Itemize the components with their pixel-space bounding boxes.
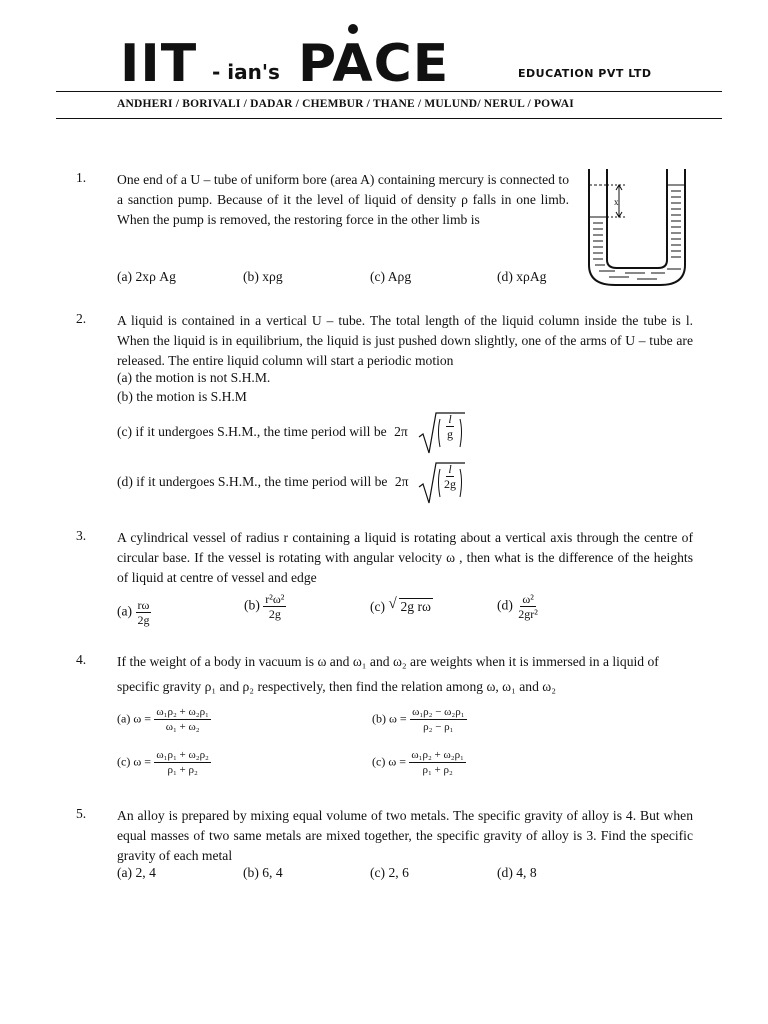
fraction-numerator: ω₁ρ₁ + ω₂ρ₂ — [156, 749, 209, 761]
option-b-fraction — [263, 592, 286, 621]
option-label: (a) ω = — [117, 711, 151, 726]
option-a: (a) the motion is not S.H.M. — [117, 370, 271, 385]
header-rule-bottom — [56, 118, 722, 119]
option-c: (c) Aρg — [370, 269, 412, 284]
option-c — [370, 598, 433, 615]
fraction-denominator: 2g — [137, 613, 150, 627]
option-label: (c) — [370, 599, 386, 614]
option-d: (d) 4, 8 — [497, 865, 537, 880]
option-label: (b) — [244, 597, 260, 613]
option-d: (d) xρAg — [497, 269, 547, 284]
fraction-numerator: rω — [137, 598, 150, 612]
u-tube-figure — [585, 165, 690, 290]
fraction-denominator: ω₁ + ω₂ — [165, 721, 200, 733]
fraction-d — [436, 462, 464, 491]
question-number: 4. — [76, 652, 87, 667]
question-number: 2. — [76, 311, 87, 326]
option-b: (b) 6, 4 — [243, 865, 283, 880]
fraction-numerator: l — [448, 412, 452, 426]
fraction-numerator: ω² — [522, 592, 534, 606]
two-pi: 2π — [394, 424, 408, 439]
fraction-denominator: g — [447, 427, 453, 441]
option-label: (b) ω = — [372, 711, 407, 726]
fraction-denominator: ρ₁ + ρ₂ — [422, 764, 453, 776]
branches: ANDHERI / BORIVALI / DADAR / CHEMBUR / THANE / MULUND/ NERUL / POWAI — [117, 98, 574, 110]
header-rule-top — [56, 91, 722, 92]
option-label: (d) — [497, 597, 513, 613]
fraction-denominator: 2g — [268, 607, 281, 621]
figure-label-x: x — [614, 197, 619, 207]
option-d-fraction — [409, 748, 466, 777]
question-text: An alloy is prepared by mixing equal volume of two metals. The specific gravity of alloy is 4. But when equal masses of two same metals are mixed together, the specific gravity of alloy is 3. Find the specific gravity of each metal — [117, 808, 693, 863]
option-c: (c) 2, 6 — [370, 865, 409, 880]
question-number: 3. — [76, 528, 87, 543]
option-c — [117, 424, 408, 440]
fraction-denominator: 2g — [444, 477, 456, 491]
option-c-fraction — [154, 748, 211, 777]
option-b: (b) the motion is S.H.M — [117, 389, 247, 404]
fraction-denominator: 2gr² — [518, 607, 538, 621]
option-a: (a) 2, 4 — [117, 865, 156, 880]
option-label: (a) — [117, 603, 133, 619]
option-a-fraction — [136, 598, 152, 627]
sqrt-sign-icon: √ — [388, 596, 397, 612]
question-number: 5. — [76, 806, 87, 821]
fraction-numerator: ω₁ρ₂ − ω₂ρ₁ — [412, 706, 465, 718]
option-label: (c) ω = — [117, 754, 151, 769]
option-a — [117, 598, 152, 627]
option-a: (a) 2xρ Ag — [117, 269, 176, 284]
sqrt-value: 2g rω — [400, 599, 431, 614]
fraction-numerator: r²ω² — [265, 592, 285, 606]
logo-dot-icon — [348, 24, 358, 34]
fraction-denominator: ρ₂ − ρ₁ — [423, 721, 454, 733]
option-d-fraction — [516, 592, 540, 621]
option-d-text: (d) if it undergoes S.H.M., the time period will be — [117, 474, 388, 489]
option-d — [117, 474, 409, 490]
logo-ians: - ian's — [212, 60, 280, 84]
option-c-text: (c) if it undergoes S.H.M., the time period will be — [117, 424, 387, 439]
logo-iit: IIT — [120, 34, 198, 94]
question-number: 1. — [76, 170, 87, 185]
fraction-c — [440, 412, 460, 441]
fraction-numerator: ω₁ρ₂ + ω₂ρ₁ — [156, 706, 209, 718]
u-tube-diagram — [585, 165, 690, 290]
option-b — [372, 705, 467, 734]
logo-edu: EDUCATION PVT LTD — [518, 67, 652, 80]
logo-pace: PACE — [298, 34, 450, 94]
fraction-numerator: l — [448, 462, 452, 476]
two-pi: 2π — [394, 474, 409, 489]
option-d — [372, 748, 466, 777]
option-b: (b) xρg — [243, 269, 283, 284]
fraction-denominator: ρ₁ + ρ₂ — [167, 764, 198, 776]
option-b — [244, 592, 286, 621]
option-c — [117, 748, 211, 777]
question-text-line-1: If the weight of a body in vacuum is ω and ω₁ and ω₂ are weights when it is immersed in a liquid of — [117, 654, 659, 669]
question-text: A cylindrical vessel of radius r containing a liquid is rotating about a vertical axis through the centre of circular base. If the vessel is rotating with angular velocity ω , then what is the difference of the heights of liquid at centre of vessel and edge — [117, 530, 693, 585]
option-d — [497, 592, 540, 621]
question-text: A liquid is contained in a vertical U – tube. The total length of the liquid column inside the tube is l. When the liquid is in equilibrium, the liquid is just pushed down slightly, one of the arms of U – tube are released. The entire liquid column will start a periodic motion — [117, 313, 693, 368]
question-text: One end of a U – tube of uniform bore (area A) containing mercury is connected to a sanction pump. Because of it the level of liquid of density ρ falls in one limb. When the pump is removed, the restoring force in the other limb is — [117, 172, 569, 227]
sqrt-expression — [388, 596, 433, 615]
question-text-line-2: specific gravity ρ₁ and ρ₂ respectively, then find the relation among ω, ω₁ and ω₂ — [117, 679, 556, 694]
option-label: (c) ω = — [372, 754, 406, 769]
option-b-fraction — [410, 705, 467, 734]
option-a — [117, 705, 211, 734]
fraction-numerator: ω₁ρ₂ + ω₂ρ₁ — [411, 749, 464, 761]
option-a-fraction — [154, 705, 211, 734]
